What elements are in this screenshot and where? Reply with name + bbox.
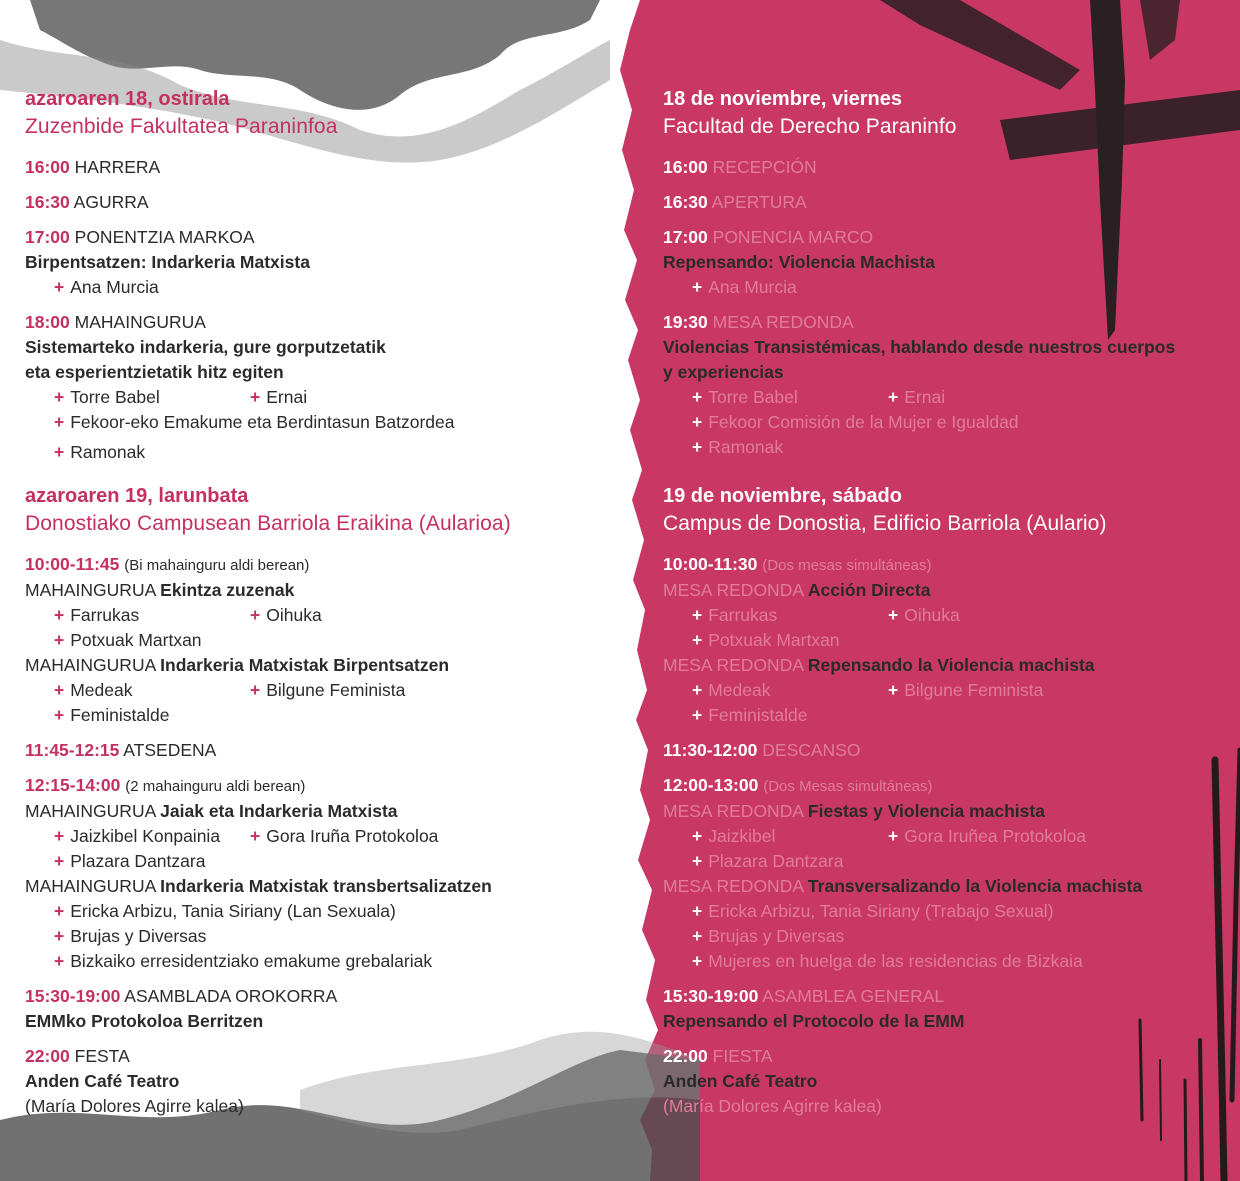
plus-icon: + [250,680,261,700]
item-label: ATSEDENA [123,740,217,760]
item-label: PONENTZIA MARKOA [74,227,255,247]
participant: + Gora Iruñea Protokoloa [888,826,1087,846]
day-venue: Facultad de Derecho Paraninfo [663,115,957,138]
plus-icon: + [692,826,703,846]
item-label: ASAMBLEA GENERAL [762,986,945,1006]
item-title: Anden Café Teatro [663,1071,818,1091]
plus-icon: + [54,851,65,871]
plus-icon: + [54,630,65,650]
item-time: 22:00 [663,1046,708,1066]
item-time: 16:30 [25,192,70,212]
participant: + Bilgune Feminista [250,680,406,700]
plus-icon: + [54,277,65,297]
participant: + Farrukas [54,605,140,625]
participant: + Brujas y Diversas [54,926,207,946]
participant: + Gora Iruña Protokoloa [250,826,439,846]
participant: + Mujeres en huelga de las residencias de Bizkaia [692,951,1083,971]
schedule-item [663,190,1223,215]
participant-list [663,275,1223,300]
plus-icon: + [250,826,261,846]
item-label: MESA REDONDA [663,655,804,675]
schedule-item [663,738,1223,763]
item-label: MAHAINGURUA [25,801,156,821]
day-venue: Donostiako Campusean Barriola Eraikina (Aularioa) [25,512,511,535]
day-header [663,483,1223,538]
schedule-item [25,310,610,465]
participant-list [663,678,1223,728]
participant: + Feministalde [54,705,170,725]
item-time: 15:30-19:00 [663,986,759,1006]
participant: + Torre Babel [54,387,160,407]
participant-list [663,603,1223,653]
item-title: Jaiak eta Indarkeria Matxista [160,801,398,821]
item-time: 17:00 [663,227,708,247]
item-time: 18:00 [25,312,70,332]
item-title: Acción Directa [807,580,931,600]
item-note: (Dos mesas simultáneas) [762,557,932,574]
plus-icon: + [888,826,899,846]
participant: + Bilgune Feminista [888,680,1044,700]
plus-icon: + [888,605,899,625]
plus-icon: + [250,387,261,407]
day-header [25,483,610,538]
plus-icon: + [54,951,65,971]
item-title: Indarkeria Matxistak Birpentsatzen [160,655,450,675]
participant: + Brujas y Diversas [692,926,845,946]
schedule-item [25,738,610,763]
item-time: 11:30-12:00 [663,740,758,760]
participant: + Ana Murcia [692,277,797,297]
item-time: 19:30 [663,312,708,332]
schedule-item [25,190,610,215]
item-label: APERTURA [711,192,807,212]
item-title: EMMko Protokoloa Berritzen [25,1011,264,1031]
participant: + Farrukas [692,605,778,625]
item-time: 11:45-12:15 [25,740,120,760]
item-label: MESA REDONDA [663,580,804,600]
day-header [25,86,610,141]
item-time: 12:00-13:00 [663,775,759,795]
item-label: DESCANSO [762,740,861,760]
plus-icon: + [692,901,703,921]
item-title: Birpentsatzen: Indarkeria Matxista [25,252,310,272]
schedule-item [663,1044,1223,1119]
plus-icon: + [692,387,703,407]
day-venue: Campus de Donostia, Edificio Barriola (Aulario) [663,512,1107,535]
participant: + Ramonak [54,442,146,462]
schedule-item [25,984,610,1034]
schedule-item [25,1044,610,1119]
participant: + Ernai [250,387,308,407]
plus-icon: + [888,387,899,407]
plus-icon: + [54,605,65,625]
participant: + Oihuka [888,605,960,625]
participant: + Ericka Arbizu, Tania Siriany (Lan Sexuala) [54,901,396,921]
item-address: (María Dolores Agirre kalea) [25,1096,244,1116]
plus-icon: + [54,901,65,921]
participant-list [25,275,610,300]
item-time: 16:00 [25,157,70,177]
participant: + Feministalde [692,705,808,725]
item-label: FIESTA [712,1046,773,1066]
item-time: 12:15-14:00 [25,775,121,795]
schedule-item [663,773,1223,974]
item-title: Repensando el Protocolo de la EMM [663,1011,965,1031]
plus-icon: + [54,705,65,725]
item-time: 16:00 [663,157,708,177]
item-label: MESA REDONDA [663,801,804,821]
item-note: (Bi mahainguru aldi berean) [124,557,310,574]
item-title: Repensando: Violencia Machista [663,252,935,272]
plus-icon: + [54,412,65,432]
plus-icon: + [692,605,703,625]
participant: + Jaizkibel [692,826,776,846]
participant: + Bizkaiko erresidentziako emakume grebalariak [54,951,433,971]
participant: + Medeak [54,680,133,700]
item-label: MESA REDONDA [663,876,804,896]
item-time: 10:00-11:30 [663,554,758,574]
participant: + Potxuak Martxan [54,630,202,650]
participant: + Ana Murcia [54,277,159,297]
item-label: RECEPCIÓN [712,157,817,177]
item-title-continued: y experiencias [663,362,784,382]
item-title: Fiestas y Violencia machista [807,801,1045,821]
participant-list [25,385,610,465]
item-label: MAHAINGURUA [25,580,156,600]
plus-icon: + [54,442,65,462]
item-label: HARRERA [74,157,161,177]
participant: + Fekoor Comisión de la Mujer e Igualdad [692,412,1019,432]
day-date: 18 de noviembre, viernes [663,88,903,110]
item-label: MAHAINGURUA [25,876,156,896]
participant: + Ericka Arbizu, Tania Siriany (Trabajo Sexual) [692,901,1054,921]
item-title: Indarkeria Matxistak transbertsalizatzen [160,876,492,896]
plus-icon: + [54,680,65,700]
item-label: MAHAINGURUA [74,312,206,332]
day-date: azaroaren 18, ostirala [25,88,230,110]
plus-icon: + [692,277,703,297]
schedule-item [25,155,610,180]
schedule-item [663,155,1223,180]
plus-icon: + [888,680,899,700]
program-column-spanish [663,86,1223,1119]
item-time: 15:30-19:00 [25,986,121,1006]
item-title: Sistemarteko indarkeria, gure gorputzetatik [25,337,386,357]
plus-icon: + [250,605,261,625]
item-title: Ekintza zuzenak [160,580,295,600]
schedule-item [25,773,610,974]
plus-icon: + [692,951,703,971]
plus-icon: + [54,826,65,846]
plus-icon: + [692,437,703,457]
item-title-continued: eta esperientzietatik hitz egiten [25,362,284,382]
item-note: (2 mahainguru aldi berean) [125,778,306,795]
item-title: Repensando la Violencia machista [807,655,1095,675]
participant: + Medeak [692,680,771,700]
day-date: azaroaren 19, larunbata [25,485,249,507]
participant-list [25,678,610,728]
participant: + Potxuak Martxan [692,630,840,650]
item-time: 22:00 [25,1046,70,1066]
participant: + Ernai [888,387,946,407]
item-time: 17:00 [25,227,70,247]
participant: + Torre Babel [692,387,798,407]
participant-list [25,603,610,653]
plus-icon: + [54,387,65,407]
item-title: Transversalizando la Violencia machista [807,876,1143,896]
day-header [663,86,1223,141]
item-label: MAHAINGURUA [25,655,156,675]
item-label: MESA REDONDA [712,312,854,332]
item-time: 16:30 [663,192,708,212]
plus-icon: + [692,851,703,871]
plus-icon: + [692,412,703,432]
plus-icon: + [692,630,703,650]
participant: + Ramonak [692,437,784,457]
participant-list [663,824,1223,874]
participant: + Plazara Dantzara [54,851,206,871]
item-label: ASAMBLADA OROKORRA [124,986,338,1006]
schedule-item [25,552,610,728]
item-note: (Dos Mesas simultáneas) [763,778,933,795]
participant: + Oihuka [250,605,322,625]
plus-icon: + [692,680,703,700]
schedule-item [663,225,1223,300]
day-date: 19 de noviembre, sábado [663,485,902,507]
participant: + Plazara Dantzara [692,851,844,871]
program-column-basque [25,86,610,1119]
item-label: AGURRA [73,192,149,212]
plus-icon: + [692,926,703,946]
participant: + Fekoor-eko Emakume eta Berdintasun Batzordea [54,412,455,432]
participant-list [663,899,1223,974]
plus-icon: + [54,926,65,946]
day-venue: Zuzenbide Fakultatea Paraninfoa [25,115,338,138]
schedule-item [25,225,610,300]
plus-icon: + [692,705,703,725]
item-label: FESTA [74,1046,130,1066]
participant-list [663,385,1223,460]
item-label: PONENCIA MARCO [712,227,874,247]
item-time: 10:00-11:45 [25,554,120,574]
participant: + Jaizkibel Konpainia [54,826,221,846]
schedule-item [663,310,1223,460]
schedule-item [663,552,1223,728]
item-address: (María Dolores Agirre kalea) [663,1096,882,1116]
item-title: Anden Café Teatro [25,1071,180,1091]
participant-list [25,899,610,974]
schedule-item [663,984,1223,1034]
participant-list [25,824,610,874]
item-title: Violencias Transistémicas, hablando desde nuestros cuerpos [663,337,1176,357]
